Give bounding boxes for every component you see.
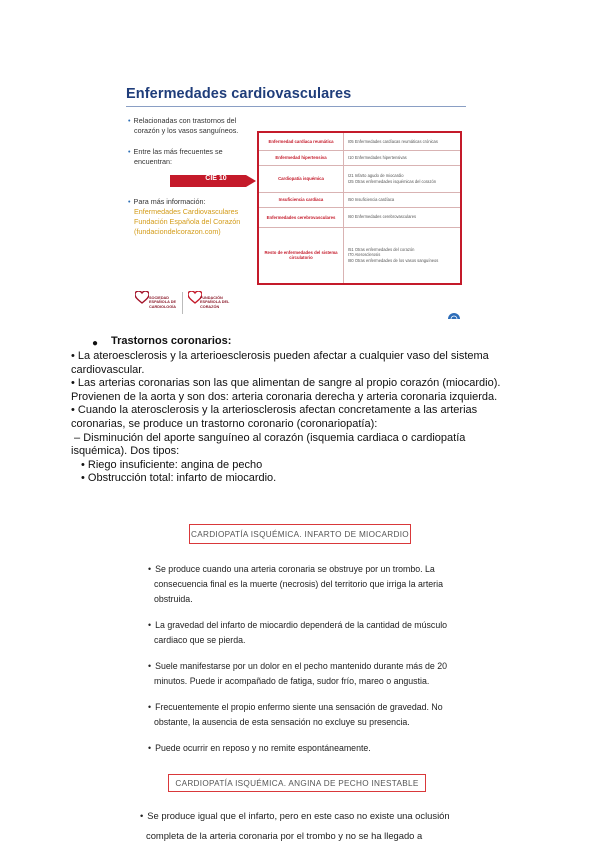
angina-title-box: CARDIOPATÍA ISQUÉMICA. ANGINA DE PECHO INESTABLE [168,774,426,792]
table-row: Cardiopatía isquémica I21 Infarto agudo de miocardio I25 Otras enfermedades isquémicas del corazón [259,165,460,193]
link-fundacion[interactable]: Fundación Española del Corazón [134,217,241,226]
table-row: Enfermedades cerebrovasculares I60 Enfermedades cerebrovasculares [259,207,460,228]
bullet-dot-icon: • [148,743,152,753]
bullet-dot-icon: • [140,810,144,821]
cie-label: CIE 10 [205,175,227,182]
bullet-dot-icon: • [148,661,152,671]
bullet-dot-icon: • [128,197,131,206]
heading-bullet-icon: ● [92,338,99,349]
slide-bullet-3: • Para más información: Enfermedades Cardiovasculares Fundación Española del Corazón (fundaciondelcorazon.com) [128,197,268,237]
slide-bullet-1: • Relacionadas con trastornos del corazón y los vasos sanguíneos. [128,116,239,135]
body-line: – Disminución del aporte sanguíneo al corazón (isquemia cardiaca o cardiopatía [71,431,466,444]
slide-title: Enfermedades cardiovasculares [126,86,352,102]
fec-logo-text: FUNDACIÓN ESPAÑOLA DEL CORAZÓN [200,296,230,309]
speaker-icon[interactable] [448,312,460,319]
link-fundacion-url[interactable]: (fundaciondelcorazon.com) [134,227,221,236]
table-row: Resto de enfermedades del sistema circulatorio I51 Otras enfermedades del corazón I70 Aterosclerosis I80 Otras enfermedades de los vasos sanguíneos [259,227,460,283]
bullet-dot-icon: • [148,702,152,712]
slide-divider [126,106,466,107]
bullet-dot-icon: • [128,116,131,125]
body-line: cardiovascular. [71,363,145,376]
bullet-dot-icon: • [128,147,131,156]
table-row: Insuficiencia cardíaca I50 Insuficiencia cardíaca [259,192,460,208]
table-row: Enfermedad cardíaca reumática I05 Enfermedades cardíacas reumáticas crónicas [259,133,460,151]
body-line: isquémica). Dos tipos: [71,445,180,458]
body-line: coronarias, se produce un trastorno coronario (coronariopatía): [71,417,378,430]
slide-bullet-2: • Entre las más frecuentes se encuentran: [128,147,223,166]
body-line: • Obstrucción total: infarto de miocardio. [81,472,277,485]
body-line: • La ateroesclerosis y la arterioesclerosis pueden afectar a cualquier vaso del sistema [71,350,489,362]
table-row: Enfermedad hipertensiva I10 Enfermedades hipertensivas [259,150,460,166]
angina-list: • Se produce igual que el infarto, pero en este caso no existe una oclusión completa de la arteria coronaria por el trombo y no se ha llegado a [140,810,450,841]
bullet-dot-icon: • [148,564,152,574]
section-heading: Trastornos coronarios: [111,335,232,347]
bullet-dot-icon: • [148,620,152,630]
body-line: • Las arterias coronarias son las que alimentan de sangre al propio corazón (miocardio). [71,377,501,390]
sec-logo-text: SOCIEDAD ESPAÑOLA DE CARDIOLOGÍA [149,296,177,309]
infarto-list: • Se produce cuando una arteria coronaria se obstruye por un trombo. La consecuencia final es la muerte (necrosis) del territorio que irriga la arteria obstruida. • La gravedad del infarto de miocardio dependerá de la cantidad de músculo cardiaco que se pierda. • Suele manifestarse por un dolor en el pecho mantenido durante más de 20 minutos. Puede ir acompañado de fatiga, sudor frío, mareo o angustia. • Frecuentemente el propio enfermo siente una sensación de gravedad. No obstante, la ausencia de esta sensación no excluye su presencia. • Puede ocurrir en reposo y no remite espontáneamente. [148,564,448,753]
logo-divider [182,292,183,314]
cie-table [257,131,462,285]
infarto-title-box: CARDIOPATÍA ISQUÉMICA. INFARTO DE MIOCARDIO [189,524,411,544]
body-line: • Riego insuficiente: angina de pecho [81,458,263,471]
body-paragraph [71,350,591,486]
sec-heart-logo-icon [135,291,149,304]
body-line: Provienen de la aorta y son dos: arteria coronaria derecha y arteria coronaria izquierda. [71,390,498,403]
body-line: • Cuando la aterosclerosis y la arteriosclerosis afectan concretamente a las arterias [71,404,478,417]
link-enfermedades[interactable]: Enfermedades Cardiovasculares [134,207,239,216]
